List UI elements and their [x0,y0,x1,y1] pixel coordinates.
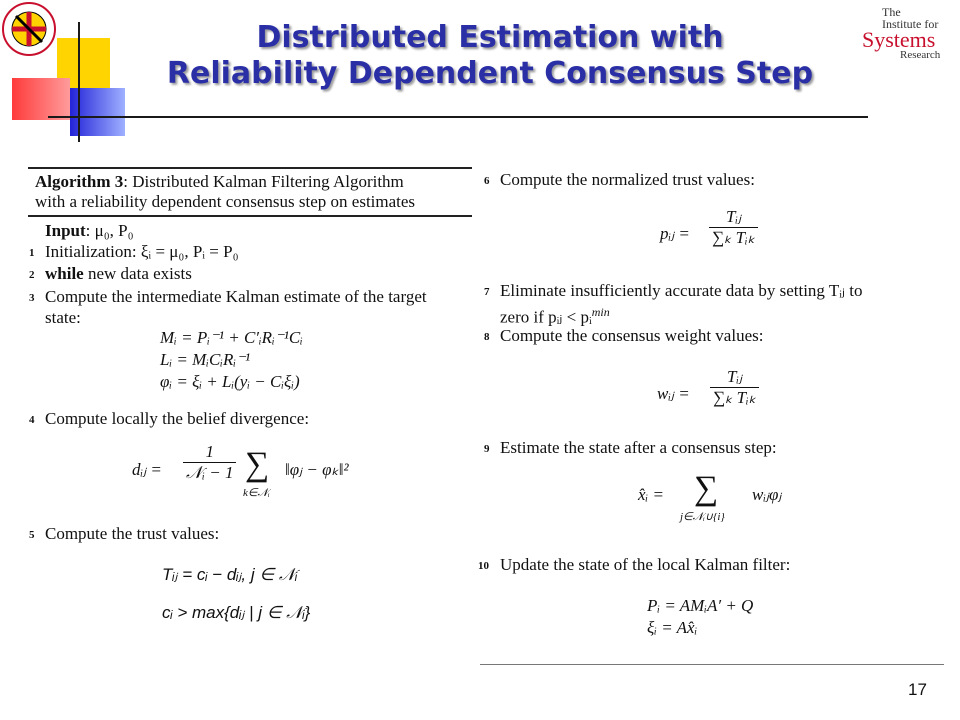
algorithm-caption-line1 [35,172,404,192]
step-9-text: Estimate the state after a consensus step: [500,438,777,457]
step-10-text: Update the state of the local Kalman filter: [500,555,791,574]
step-7-condition: zero if pᵢⱼ < pᵢ [500,307,592,327]
sum-symbol: ∑ [245,446,270,483]
step-4-text: Compute locally the belief divergence: [45,409,310,428]
equation-trust-T: Tᵢⱼ = cᵢ − dᵢⱼ, j ∈ 𝒩ᵢ [162,565,298,584]
algorithm-top-rule [28,167,472,169]
step-2-keyword: while [45,264,84,283]
equation-consensus-lhs: x̂ᵢ = [638,485,664,504]
step-5-text: Compute the trust values: [45,524,220,543]
bottom-rule [480,664,944,665]
step-number: 7 [484,286,490,298]
step-number: 9 [484,443,490,455]
decorative-vertical-line [78,22,80,142]
step-number: 4 [29,414,35,426]
step-2-text [45,264,192,284]
step-number: 10 [478,560,489,572]
fraction-numerator: 1 [183,442,236,463]
page-number: 17 [908,680,927,699]
step-7-text-cont [500,302,610,328]
algorithm-mid-rule [28,215,472,217]
equation-kalman-L: Lᵢ = MᵢCᵢRᵢ⁻¹ [160,350,251,369]
fraction-denominator: ∑ₖ Tᵢₖ [712,228,755,247]
step-3-text-cont: state: [45,308,81,327]
isr-logo-line: Institute for [882,17,939,31]
isr-logo [862,5,954,61]
decorative-red-block [12,78,70,120]
equation-weight-lhs: wᵢⱼ = [657,384,690,403]
step-number: 6 [484,175,490,187]
sum-subscript: j∈𝒩ᵢ∪{i} [680,511,725,523]
algorithm-caption-line2: with a reliability dependent consensus step on estimates [35,192,416,211]
isr-logo-line: Systems [862,27,936,52]
fraction-numerator: Tᵢⱼ [710,367,759,388]
step-number: 2 [29,269,35,281]
step-3-text: Compute the intermediate Kalman estimate of the target [45,287,427,306]
step-number: 1 [29,247,35,259]
slide-title [140,20,840,92]
university-seal-logo [2,2,56,56]
equation-kalman-M: Mᵢ = Pᵢ⁻¹ + C′ᵢRᵢ⁻¹Cᵢ [160,328,303,347]
title-line-2: Reliability Dependent Consensus Step [166,56,814,91]
step-number: 3 [29,292,35,304]
equation-kalman-phi: φᵢ = ξᵢ + Lᵢ(yᵢ − Cᵢξᵢ) [160,372,300,391]
equation-trust-c: cᵢ > max{dᵢⱼ | j ∈ 𝒩ᵢ} [162,603,311,622]
step-number: 5 [29,529,35,541]
step-1-text: Initialization: ξᵢ = μ₀, Pᵢ = P₀ [45,242,239,261]
caption-label: Algorithm 3 [35,172,124,191]
input-value: : μ₀, P₀ [85,221,134,240]
equation-normalized-lhs: pᵢⱼ = [660,224,690,243]
input-label: Input [45,221,86,240]
decorative-horizontal-line [48,116,868,118]
algorithm-input [45,221,134,241]
fraction-numerator: Tᵢⱼ [709,207,758,228]
min-superscript: min [591,305,610,319]
equation-weight-fraction [710,367,759,408]
title-line-1: Distributed Estimation with [256,20,724,55]
equation-divergence-fraction [183,442,236,483]
sum-subscript: k∈𝒩ᵢ [243,487,270,499]
sum-symbol: ∑ [694,470,719,507]
caption-text: : Distributed Kalman Filtering Algorithm [123,172,404,191]
fraction-denominator: ∑ₖ Tᵢₖ [713,388,756,407]
equation-divergence-lhs: dᵢⱼ = [132,460,162,479]
equation-normalized-fraction [709,207,758,248]
isr-logo-line: Research [900,49,941,61]
isr-logo-line: The [882,5,901,19]
step-7-text: Eliminate insufficiently accurate data by setting Tᵢⱼ to [500,281,863,300]
step-8-text: Compute the consensus weight values: [500,326,764,345]
equation-update-xi: ξᵢ = Ax̂ᵢ [647,618,698,637]
step-number: 8 [484,331,490,343]
equation-update-P: Pᵢ = AMᵢA′ + Q [647,596,754,615]
equation-divergence-rhs: ‖φⱼ − φₖ‖² [285,460,349,479]
fraction-denominator: 𝒩ᵢ − 1 [186,463,234,482]
step-6-text: Compute the normalized trust values: [500,170,755,189]
step-2-rest: new data exists [83,264,192,283]
equation-consensus-rhs: wᵢⱼφⱼ [752,485,782,504]
